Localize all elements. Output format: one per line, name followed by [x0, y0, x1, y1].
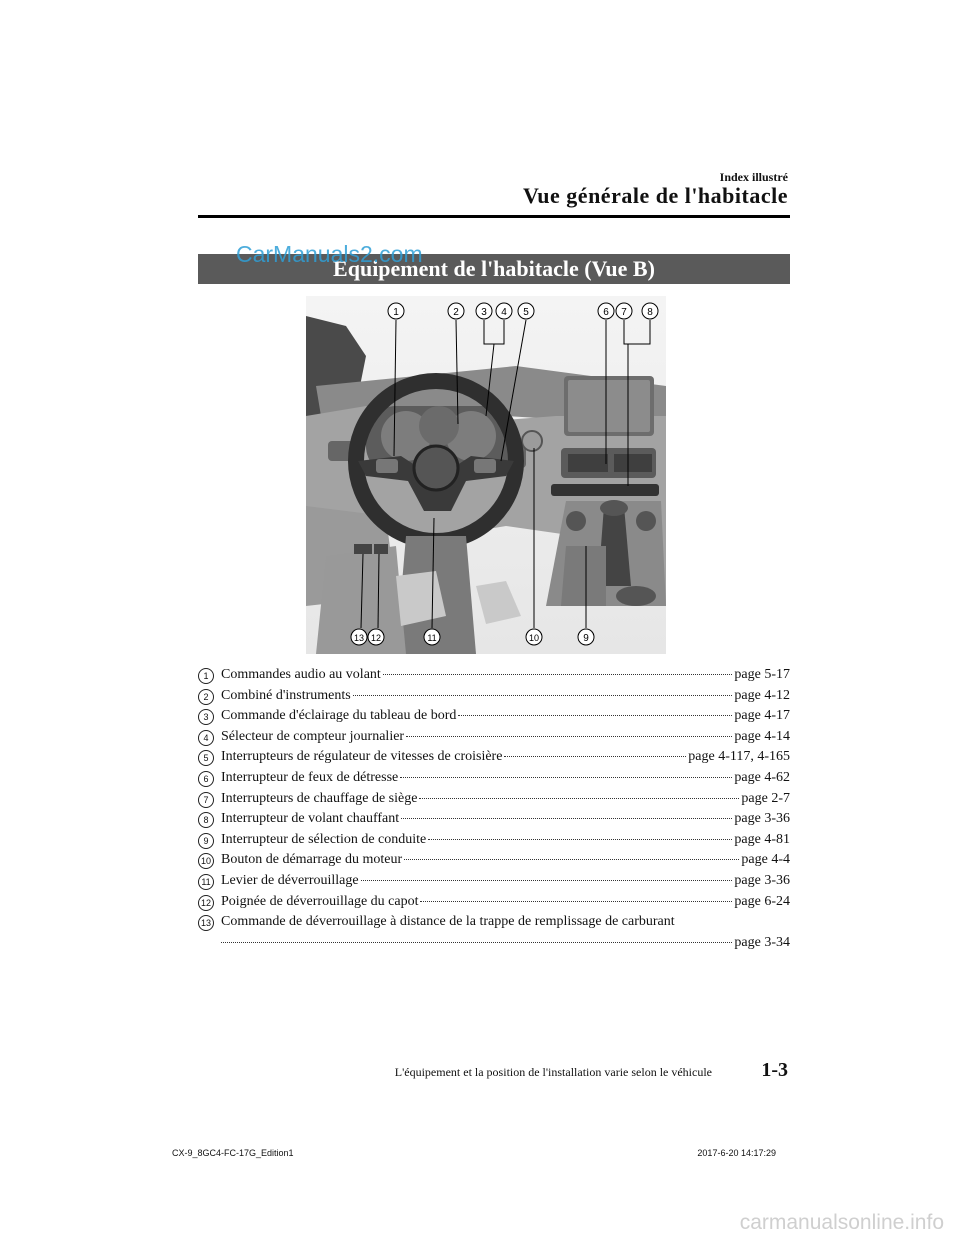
page-reference: page 6-24 — [734, 893, 790, 909]
page-reference: page 4-14 — [734, 728, 790, 744]
svg-text:1: 1 — [393, 307, 399, 318]
item-number: 9 — [198, 833, 214, 849]
list-item — [198, 832, 790, 853]
dot-leader — [353, 695, 733, 696]
svg-text:6: 6 — [603, 307, 609, 318]
list-item — [198, 688, 790, 709]
item-number: 5 — [198, 750, 214, 766]
item-number: 12 — [198, 895, 214, 911]
item-label: Interrupteur de sélection de conduite — [221, 831, 427, 847]
list-item-continuation — [198, 935, 790, 956]
dot-leader — [406, 736, 732, 737]
dot-leader — [404, 859, 739, 860]
svg-text:13: 13 — [353, 633, 365, 643]
svg-text:2: 2 — [453, 307, 459, 318]
dot-leader — [419, 798, 739, 799]
callout-9 — [578, 629, 594, 645]
document-id: CX-9_8GC4-FC-17G_Edition1 — [172, 1148, 294, 1158]
list-item — [198, 729, 790, 750]
svg-text:7: 7 — [621, 307, 627, 318]
item-label: Interrupteurs de chauffage de siège — [221, 790, 418, 806]
item-label: Interrupteur de feux de détresse — [221, 769, 399, 785]
list-item — [198, 667, 790, 688]
page-reference: page 2-7 — [741, 790, 790, 806]
callout-10 — [526, 629, 542, 645]
print-timestamp: 2017-6-20 14:17:29 — [697, 1148, 776, 1158]
page-title: Vue générale de l'habitacle — [522, 183, 788, 208]
callout-7 — [616, 303, 632, 319]
svg-text:11: 11 — [427, 633, 437, 643]
list-item — [198, 770, 790, 791]
list-item — [198, 791, 790, 812]
callout-5 — [518, 303, 534, 319]
page-reference: page 4-62 — [734, 769, 790, 785]
item-number: 10 — [198, 853, 214, 869]
list-item — [198, 749, 790, 770]
page-reference: page 4-4 — [741, 852, 790, 868]
callout-3 — [476, 303, 492, 319]
list-item — [198, 894, 790, 915]
page-reference: page 5-17 — [734, 667, 790, 682]
dot-leader — [221, 942, 732, 943]
page-reference: page 3-36 — [734, 872, 790, 888]
page-reference: page 4-17 — [734, 708, 790, 724]
item-label: Commandes audio au volant — [221, 667, 381, 682]
item-label: Poignée de déverrouillage du capot — [221, 893, 419, 909]
item-label: Bouton de démarrage du moteur — [221, 852, 403, 868]
item-label: Sélecteur de compteur journalier — [221, 728, 405, 744]
list-item — [198, 708, 790, 729]
dashboard-illustration — [306, 296, 666, 654]
list-item — [198, 852, 790, 873]
item-number: 1 — [198, 668, 214, 684]
page-reference: page 3-34 — [734, 934, 790, 950]
callout-13 — [351, 629, 367, 645]
callout-2 — [448, 303, 464, 319]
svg-text:9: 9 — [583, 633, 589, 644]
callout-11 — [424, 629, 440, 645]
watermark: CarManuals2.com — [236, 241, 423, 267]
dot-leader — [361, 880, 733, 881]
footer-note: L'équipement et la position de l'installation varie selon le véhicule — [394, 1065, 712, 1079]
svg-text:4: 4 — [501, 307, 507, 318]
svg-text:8: 8 — [647, 307, 653, 318]
callout-6 — [598, 303, 614, 319]
page-reference: page 4-117, 4-165 — [688, 749, 790, 765]
item-number: 11 — [198, 874, 214, 890]
dot-leader — [420, 901, 732, 902]
svg-text:10: 10 — [528, 633, 540, 643]
item-number: 13 — [198, 915, 214, 931]
callout-8 — [642, 303, 658, 319]
dot-leader — [458, 715, 732, 716]
item-label: Levier de déverrouillage — [221, 872, 359, 888]
item-label: Commande d'éclairage du tableau de bord — [221, 708, 457, 724]
dot-leader — [428, 839, 732, 840]
site-watermark: carmanualsonline.info — [739, 1211, 944, 1234]
page-reference: page 3-36 — [734, 811, 790, 827]
header-divider — [198, 215, 790, 218]
callout-1 — [388, 303, 404, 319]
section-band-title: Equipement de l'habitacle (Vue B) — [198, 254, 790, 284]
item-number: 6 — [198, 771, 214, 787]
item-number: 3 — [198, 709, 214, 725]
page-reference: page 4-12 — [734, 687, 790, 703]
item-label: Interrupteurs de régulateur de vitesses de croisière — [221, 749, 503, 765]
component-list — [198, 667, 790, 955]
dot-leader — [504, 756, 686, 757]
callout-4 — [496, 303, 512, 319]
list-item — [198, 811, 790, 832]
svg-text:12: 12 — [370, 633, 382, 643]
item-label: Combiné d'instruments — [221, 687, 351, 703]
item-number: 2 — [198, 689, 214, 705]
item-number: 4 — [198, 730, 214, 746]
dot-leader — [383, 674, 733, 675]
section-label: Index illustré — [719, 170, 788, 184]
list-item — [198, 873, 790, 894]
svg-text:5: 5 — [523, 307, 529, 318]
list-item — [198, 914, 790, 935]
dot-leader — [401, 818, 732, 819]
item-number: 8 — [198, 812, 214, 828]
page-number: 1-3 — [761, 1059, 788, 1081]
svg-text:3: 3 — [481, 307, 487, 318]
page-reference: page 4-81 — [734, 831, 790, 847]
item-label: Commande de déverrouillage à distance de la trappe de remplissage de carburant — [221, 914, 675, 930]
item-number: 7 — [198, 792, 214, 808]
callout-12 — [368, 629, 384, 645]
dot-leader — [400, 777, 732, 778]
item-label: Interrupteur de volant chauffant — [221, 811, 400, 827]
